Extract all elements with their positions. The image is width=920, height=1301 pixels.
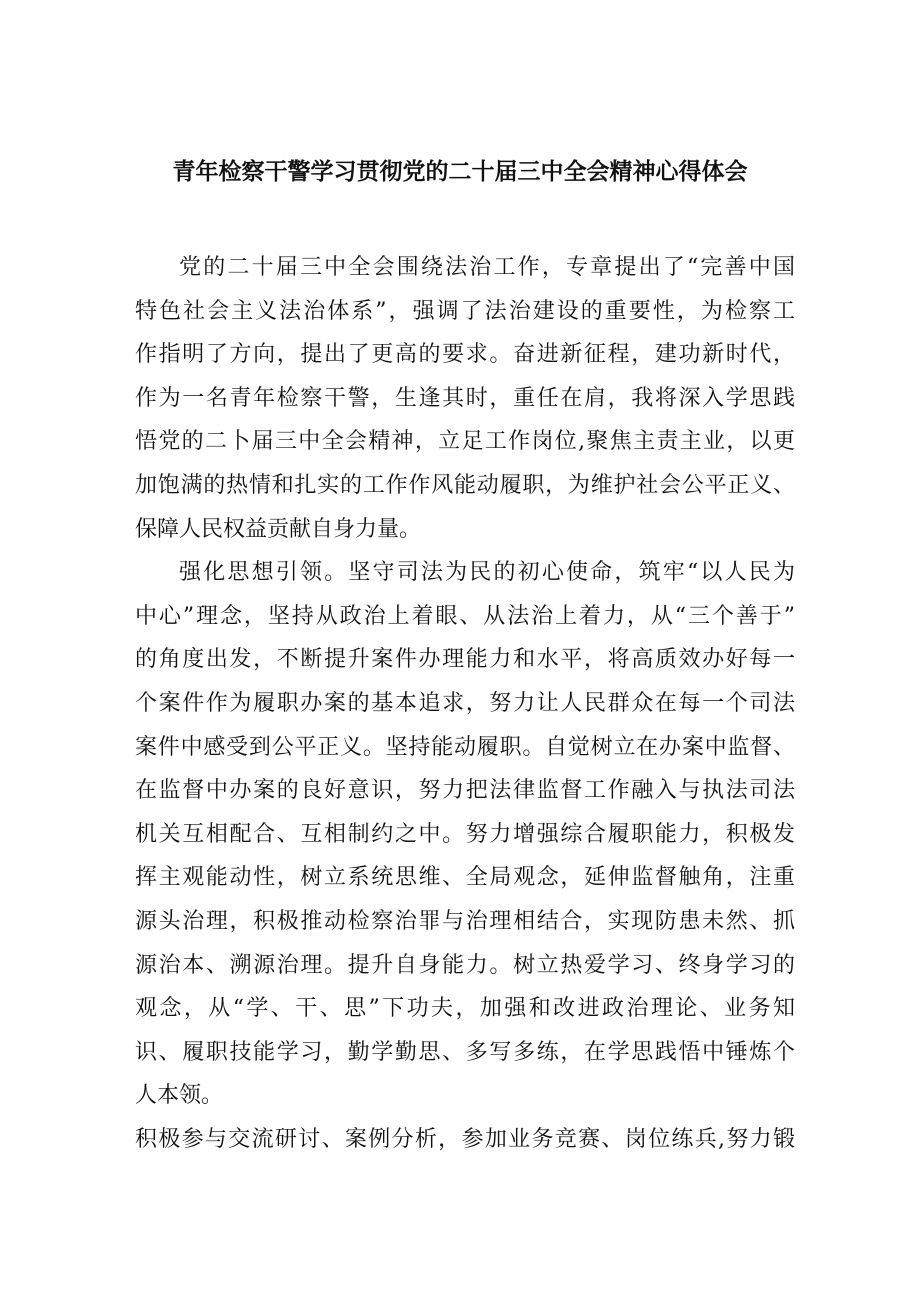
body-line: 强化思想引领。坚守司法为民的初心使命，筑牢“以人民为 [179,560,795,586]
body-line: 的角度出发，不断提升案件办理能力和水平，将高质效办好每一 [135,647,795,673]
body-line: 特色社会主义法治体系”，强调了法治建设的重要性，为检察工 [135,298,795,324]
body-line: 在监督中办案的良好意识，努力把法律监督工作融入与执法司法 [135,778,795,804]
body-line: 个案件作为履职办案的基本追求，努力让人民群众在每一个司法 [135,690,795,716]
body-line: 保障人民权益贡献自身力量。 [135,516,422,542]
body-line: 积极参与交流研讨、案例分析，参加业务竞赛、岗位练兵,努力锻 [135,1126,795,1152]
body-line: 作为一名青年检察干警，生逢其时，重任在肩，我将深入学思践 [135,385,795,411]
body-line: 人本领。 [135,1083,224,1109]
body-line: 加饱满的热情和扎实的工作作风能动履职，为维护社会公平正义、 [135,472,795,498]
body-line: 党的二十届三中全会围绕法治工作，专章提出了“完善中国 [179,255,795,280]
body-line: 悟党的二卜届三中全会精神，立足工作岗位,聚焦主责主业，以更 [135,429,795,455]
document-body [135,246,795,1161]
body-line: 案件中感受到公平正义。坚持能动履职。自觉树立在办案中监督、 [135,734,795,760]
body-line: 中心”理念，坚持从政治上着眼、从法治上着力，从“三个善于” [135,603,795,629]
body-line: 识、履职技能学习，勤学勤思、多写多练，在学思践悟中锤炼个 [135,1039,795,1065]
body-line: 源头治理，积极推动检察治罪与治理相结合，实现防患未然、抓 [135,908,795,934]
body-line: 机关互相配合、互相制约之中。努力增强综合履职能力，积极发 [135,821,795,847]
document-title: 青年检察干警学习贯彻党的二十届三中全会精神心得体会 [172,158,748,185]
body-line: 源治本、溯源治理。提升自身能力。树立热爱学习、终身学习的 [135,952,795,978]
body-line: 挥主观能动性，树立系统思维、全局观念，延伸监督触角，注重 [135,865,795,891]
body-line: 观念，从“学、干、思”下功夫，加强和改进政治理论、业务知 [135,996,795,1022]
body-line: 作指明了方向，提出了更高的要求。奋进新征程，建功新时代， [135,342,795,368]
